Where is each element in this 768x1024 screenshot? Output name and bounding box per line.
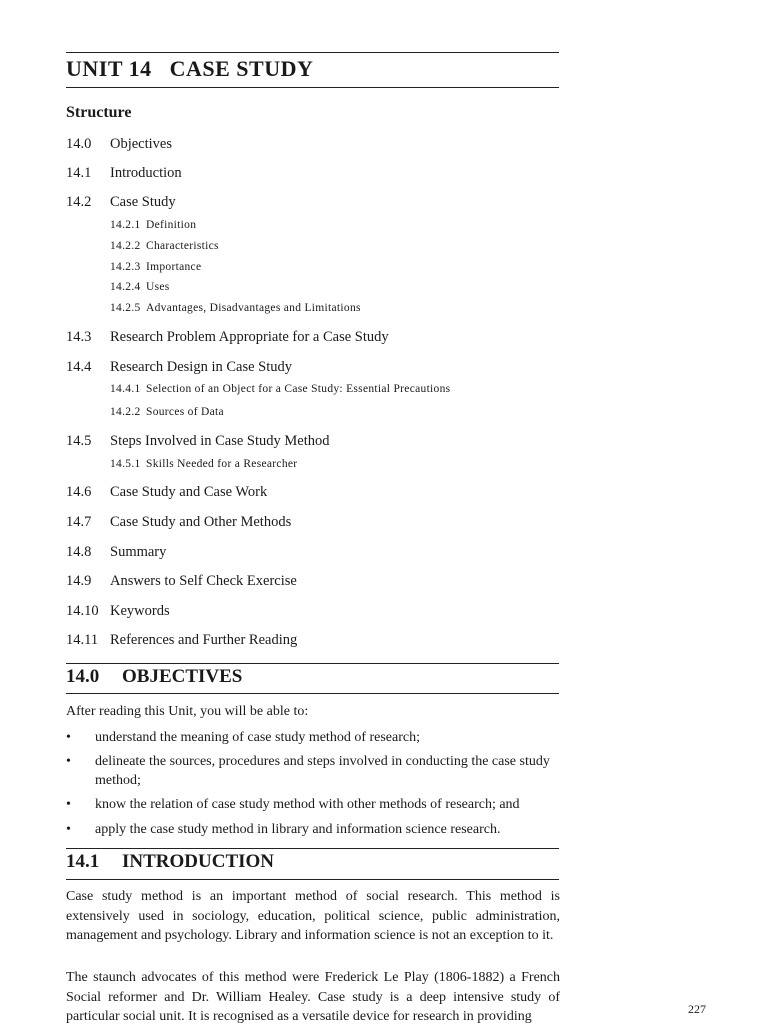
toc-item[interactable] [66,484,267,501]
toc-label: Keywords [110,603,170,619]
objective-text: understand the meaning of case study method of research; [95,730,421,745]
toc-number: 14.1 [66,165,92,181]
objectives-heading [66,666,242,688]
intro-paragraph: Case study method is an important method of social research. This method is extensively used in sociology, education, political science, public administration, management and psychology. Library and information science is not an exception to it. [66,889,560,943]
toc-item[interactable] [66,603,170,620]
toc-label: Skills Needed for a Researcher [146,458,298,470]
unit-number: UNIT 14 [66,56,152,81]
toc-item[interactable] [66,544,166,561]
bullet-icon: • [66,797,71,812]
toc-label: Case Study and Other Methods [110,514,292,530]
toc-item[interactable] [66,329,389,346]
toc-number: 14.10 [66,603,99,619]
objective-text: delineate the sources, procedures and steps involved in conducting the case study method; [95,754,550,788]
toc-subitem[interactable] [110,383,450,395]
toc-subitem[interactable] [110,458,297,470]
structure-heading: Structure [66,104,132,121]
toc-number: 14.2.3 [110,261,141,273]
toc-label: Introduction [110,165,182,181]
toc-label: Case Study [110,194,176,210]
toc-item[interactable] [66,359,292,376]
bullet-icon: • [66,730,71,745]
toc-label: Selection of an Object for a Case Study: Essential Precautions [146,383,451,395]
toc-label: Research Problem Appropriate for a Case Study [110,329,389,345]
bullet-icon: • [66,822,71,837]
toc-label: Research Design in Case Study [110,359,293,375]
toc-number: 14.11 [66,632,99,648]
toc-subitem[interactable] [110,219,196,231]
unit-title [66,56,313,82]
objective-text: know the relation of case study method with other methods of research; and [95,797,520,812]
section-number: 14.0 [66,666,100,687]
toc-subitem[interactable] [110,281,170,293]
toc-label: Uses [146,281,170,293]
objectives-intro: After reading this Unit, you will be able to: [66,704,309,719]
toc-number: 14.2.5 [110,302,141,314]
toc-label: Steps Involved in Case Study Method [110,433,330,449]
toc-number: 14.2.2 [110,240,141,252]
toc-label: Characteristics [146,240,219,252]
toc-label: Case Study and Case Work [110,484,268,500]
toc-number: 14.4 [66,359,92,375]
intro-paragraph: The staunch advocates of this method were Frederick Le Play (1806-1882) a French Social reformer and Dr. William Healey. Case study is a deep intensive study of particular social unit. It is recognised as a versatile device for research in providing [66,970,560,1024]
toc-label: Objectives [110,136,173,152]
toc-item[interactable] [66,136,172,153]
toc-number: 14.8 [66,544,92,560]
toc-subitem[interactable] [110,302,361,314]
section-title: OBJECTIVES [122,666,243,687]
toc-label: Advantages, Disadvantages and Limitations [146,302,361,314]
section-title: INTRODUCTION [122,851,275,872]
toc-item[interactable] [66,194,176,211]
toc-number: 14.4.1 [110,383,141,395]
bullet-icon: • [66,754,71,769]
toc-number: 14.9 [66,573,92,589]
toc-subitem[interactable] [110,240,219,252]
section-bottom-rule [66,693,559,694]
toc-label: Definition [146,219,197,231]
introduction-heading [66,851,274,873]
toc-number: 14.0 [66,136,92,152]
toc-number: 14.2.1 [110,219,141,231]
toc-number: 14.2 [66,194,92,210]
toc-item[interactable] [66,165,182,182]
toc-number: 14.5.1 [110,458,141,470]
toc-subitem[interactable] [110,261,201,273]
toc-number: 14.6 [66,484,92,500]
toc-item[interactable] [66,514,291,531]
toc-label: References and Further Reading [110,632,298,648]
toc-label: Answers to Self Check Exercise [110,573,297,589]
toc-number: 14.3 [66,329,92,345]
title-underline-rule [66,87,559,88]
toc-subitem[interactable] [110,406,224,418]
toc-number: 14.2.2 [110,406,141,418]
toc-item[interactable] [66,433,330,450]
toc-item[interactable] [66,573,297,590]
toc-label: Summary [110,544,167,560]
toc-label: Sources of Data [146,406,224,418]
section-top-rule [66,663,559,664]
top-rule [66,52,559,53]
toc-label: Importance [146,261,202,273]
section-top-rule [66,848,559,849]
objective-text: apply the case study method in library and information science research. [95,822,501,837]
toc-number: 14.2.4 [110,281,141,293]
toc-item[interactable] [66,632,297,649]
section-number: 14.1 [66,851,100,872]
toc-number: 14.5 [66,433,92,449]
section-bottom-rule [66,879,559,880]
page-number: 227 [688,1002,706,1016]
unit-title-text: CASE STUDY [169,56,314,81]
toc-number: 14.7 [66,514,92,530]
